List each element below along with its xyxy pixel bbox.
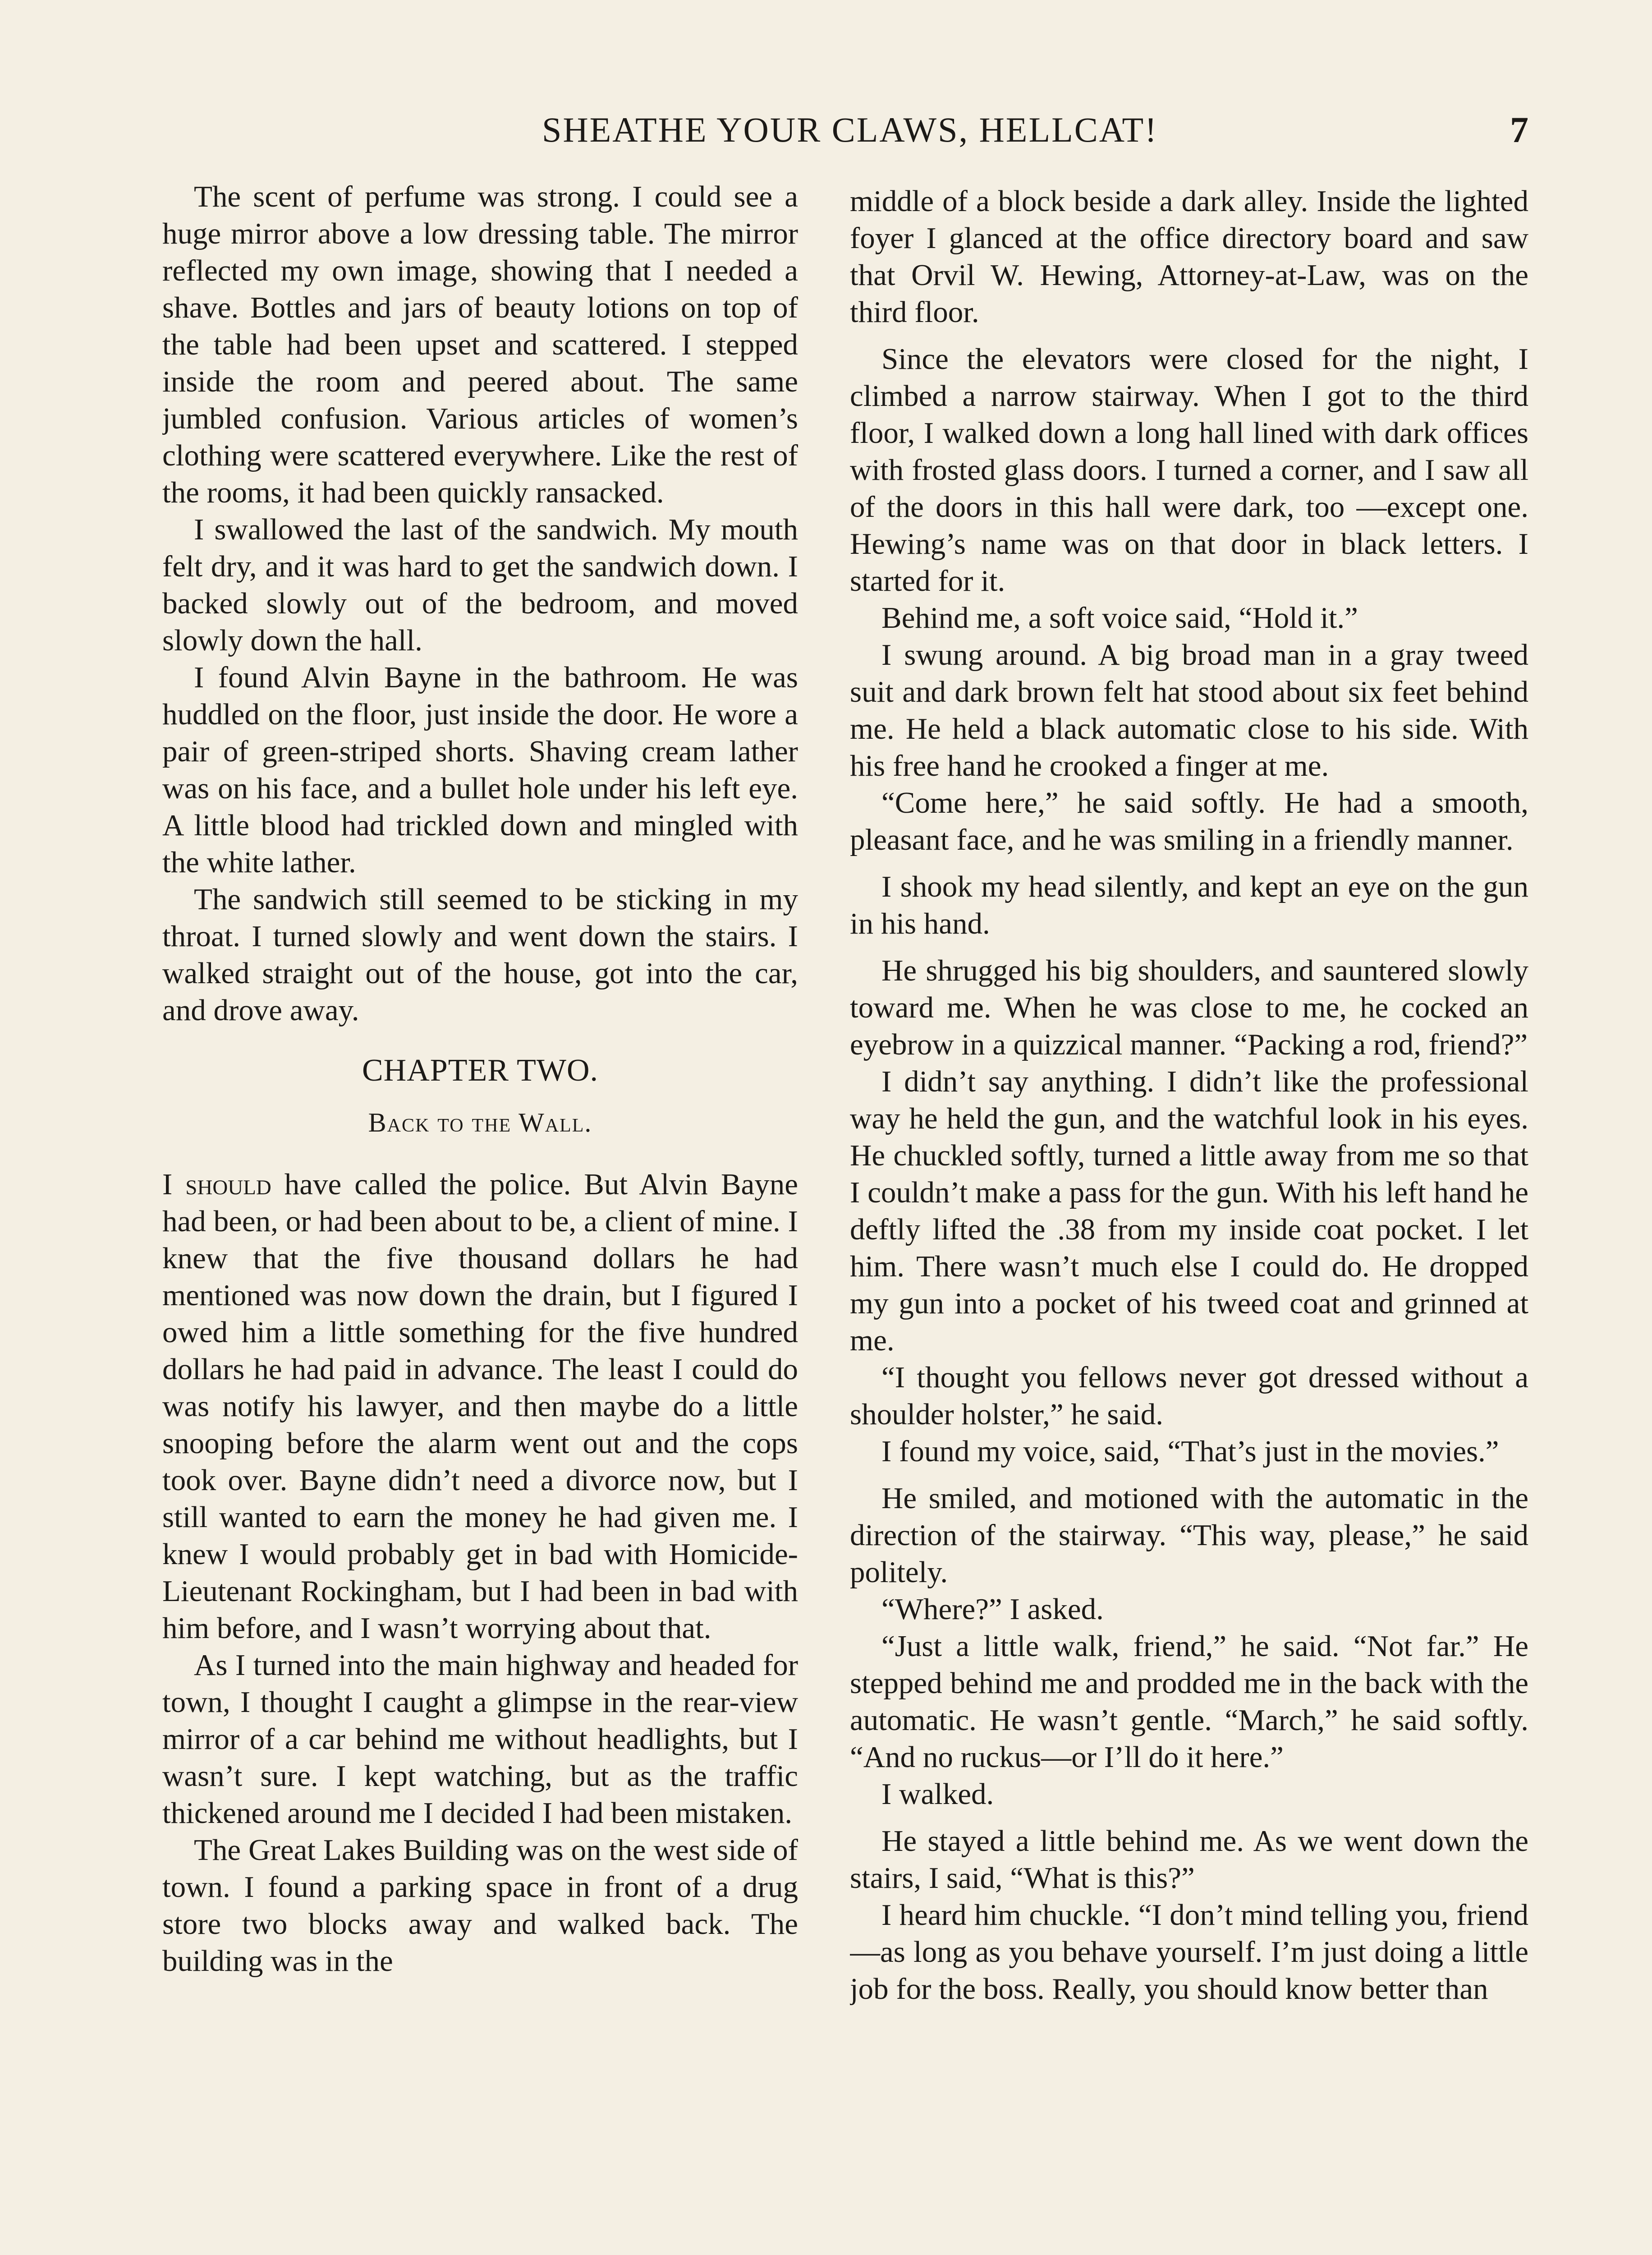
paragraph: Since the elevators were closed for the night, I climbed a narrow stairway. When I got to the third floor, I walked down a long hall lined with dark offices with frosted glass doors. I turned a corner, and I saw all of the doors in this hall were dark, too —except one. Hewing’s name was on that door in black letters. I started for it. (850, 342, 1528, 598)
left-column (162, 178, 798, 2255)
paragraph: The sandwich still seemed to be sticking in my throat. I turned slowly and went down the stairs. I walked straight out of the house, got into the car, and drove away. (162, 883, 798, 1027)
paragraph: I didn’t say anything. I didn’t like the professional way he held the gun, and the watchful look in his eyes. He chuckled softly, turned a little away from me so that I couldn’t make a pass for the gun. With his left hand he deftly lifted the .38 from my inside coat pocket. I let him. There wasn’t much else I could do. He dropped my gun into a pocket of his tweed coat and grinned at me. (850, 1065, 1528, 1357)
paragraph-text: have called the police. But Alvin Bayne had been, or had been about to be, a client of mine. I knew that the five thousand dollars he had mentioned was now down the drain, but I figured I owed him a little something for the five hundred dollars he had paid in advance. The least I could do was notify his lawyer, and then maybe do a little snooping before the alarm went out and the cops took over. Bayne didn’t need a divorce now, but I still wanted to earn the money he had given me. I knew I would probably get in bad with Homicide-Lieutenant Rockingham, but I had been in bad with him before, and I wasn’t worrying about that. (162, 1168, 798, 1645)
paragraph: I swallowed the last of the sandwich. My mouth felt dry, and it was hard to get the sandwich down. I backed slowly out of the bedroom, and moved slowly down the hall. (162, 513, 798, 657)
running-title: SHEATHE YOUR CLAWS, HELLCAT! (541, 110, 1158, 149)
paragraph: I heard him chuckle. “I don’t mind telling you, friend—as long as you behave yourself. I’m just doing a little job for the boss. Really, you should know better than (850, 1898, 1528, 2006)
paragraph: He stayed a little behind me. As we went down the stairs, I said, “What is this?” (850, 1824, 1528, 1895)
paragraph: I walked. (881, 1777, 994, 1811)
paragraph: “Just a little walk, friend,” he said. “Not far.” He stepped behind me and prodded me in the back with the automatic. He wasn’t gentle. “March,” he said softly. “And no ruckus—or I’ll do it here.” (850, 1629, 1528, 1774)
paragraph: He shrugged his big shoulders, and sauntered slowly toward me. When he was close to me, he cocked an eyebrow in a quizzical manner. “Packing a rod, friend?” (850, 954, 1528, 1061)
paragraph: I found my voice, said, “That’s just in the movies.” (881, 1435, 1499, 1468)
right-column (850, 183, 1528, 2255)
paragraph: I shook my head silently, and kept an eye on the gun in his hand. (850, 870, 1528, 940)
paragraph: I found Alvin Bayne in the bathroom. He was huddled on the floor, just inside the door. He wore a pair of green-striped shorts. Shaving cream lather was on his face, and a bullet hole under his left eye. A little blood had trickled down and mingled with the white lather. (162, 661, 798, 879)
paragraph: As I turned into the main highway and headed for town, I thought I caught a glimpse in the rear-view mirror of a car behind me without headlights, but I wasn’t sure. I kept watching, but as the traffic thickened around me I decided I had been mistaken. (162, 1648, 798, 1830)
paragraph: The Great Lakes Building was on the west side of town. I found a parking space in front of a drug store two blocks away and walked back. The building was in the (162, 1833, 798, 1978)
paragraph: “Where?” I asked. (881, 1592, 1104, 1626)
paragraph: middle of a block beside a dark alley. Inside the lighted foyer I glanced at the office directory board and saw that Orvil W. Hewing, Attorney-at-Law, was on the third floor. (850, 184, 1528, 329)
paragraph: The scent of perfume was strong. I could see a huge mirror above a low dressing table. The mirror reflected my own image, showing that I needed a shave. Bottles and jars of beauty lotions on top of the table had been upset and scattered. I stepped inside the room and peered about. The same jumbled confusion. Various articles of women’s clothing were scattered everywhere. Like the rest of the rooms, it had been quickly ransacked. (162, 180, 798, 509)
paragraph: I swung around. A big broad man in a gray tweed suit and dark brown felt hat stood about six feet behind me. He held a black automatic close to his side. With his free hand he crooked a finger at me. (850, 638, 1528, 782)
chapter-subtitle: Back to the Wall. (368, 1108, 592, 1137)
paragraph: “I thought you fellows never got dressed without a shoulder holster,” he said. (850, 1361, 1528, 1431)
chapter-heading: CHAPTER TWO. (362, 1053, 599, 1088)
page-header (162, 103, 1537, 157)
paragraph: He smiled, and motioned with the automatic in the direction of the stairway. “This way, please,” he said politely. (850, 1482, 1528, 1589)
drop-lead-words: I should (162, 1168, 271, 1201)
paragraph: Behind me, a soft voice said, “Hold it.” (881, 601, 1358, 635)
paragraph: “Come here,” he said softly. He had a smooth, pleasant face, and he was smiling in a friendly manner. (850, 786, 1528, 856)
paragraph (162, 1166, 798, 1647)
page-number: 7 (1510, 109, 1528, 150)
